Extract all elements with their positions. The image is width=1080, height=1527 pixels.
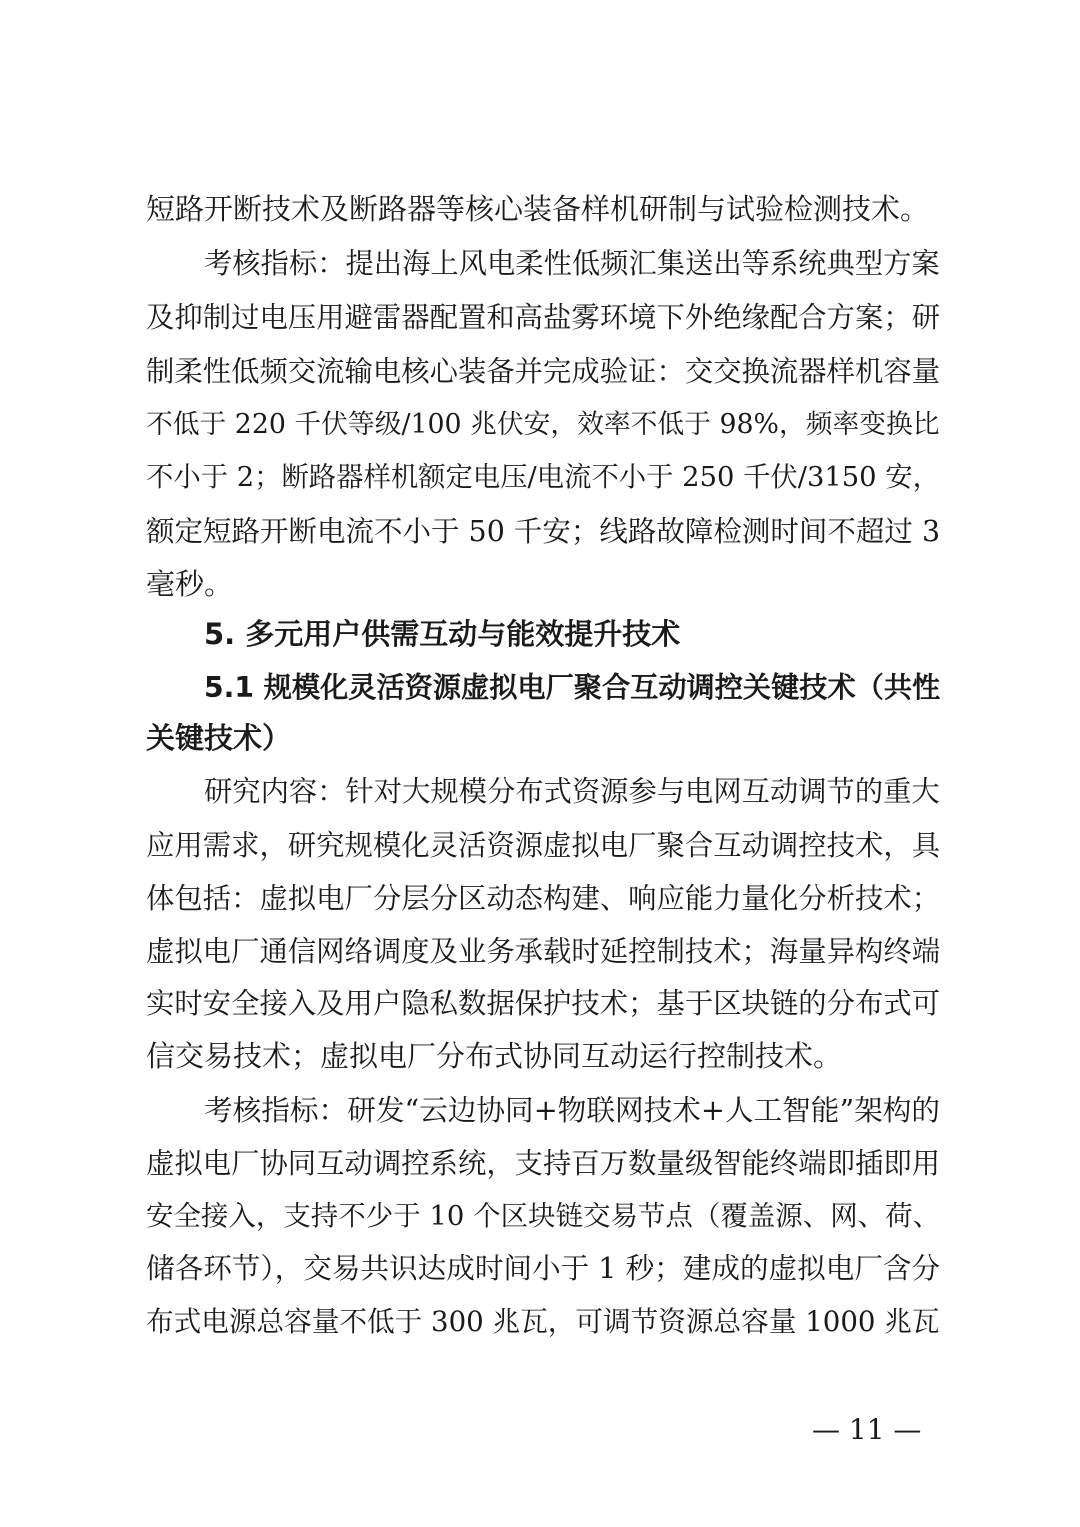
page-number: — 11 — [812, 1413, 922, 1446]
text-line-7: 额定短路开断电流不小于 50 千安；线路故障检测时间不超过 3 [146, 515, 941, 548]
text-line-13: 应用需求，研究规模化灵活资源虚拟电厂聚合互动调控技术，具 [146, 829, 941, 862]
subsection-heading-5-1-cont: 关键技术） [146, 721, 292, 755]
text-line-16: 实时安全接入及用户隐私数据保护技术；基于区块链的分布式可 [146, 987, 941, 1020]
text-line-20: 安全接入，支持不少于 10 个区块链交易节点（覆盖源、网、荷、 [146, 1200, 941, 1232]
text-line-21: 储各环节），交易共识达成时间小于 1 秒；建成的虚拟电厂含分 [146, 1251, 941, 1285]
section-heading-5: 5. 多元用户供需互动与能效提升技术 [204, 617, 681, 651]
text-line-5: 不低于 220 千伏等级/100 兆伏安，效率不低于 98%，频率变换比 [146, 409, 940, 440]
text-line-14: 体包括：虚拟电厂分层分区动态构建、响应能力量化分析技术； [146, 882, 941, 915]
text-line-2: 考核指标：提出海上风电柔性低频汇集送出等系统典型方案 [204, 247, 940, 280]
text-line-4: 制柔性低频交流输电核心装备并完成验证：交交换流器样机容量 [146, 355, 941, 388]
text-line-22: 布式电源总容量不低于 300 兆瓦，可调节资源总容量 1000 兆瓦 [146, 1305, 940, 1338]
text-line-18: 考核指标：研发“云边协同+物联网技术+人工智能”架构的 [204, 1093, 941, 1127]
text-line-1: 短路开断技术及断路器等核心装备样机研制与试验检测技术。 [146, 192, 930, 226]
text-line-6: 不小于 2；断路器样机额定电压/电流不小于 250 千伏/3150 安， [146, 462, 940, 493]
text-line-8: 毫秒。 [146, 567, 234, 601]
text-line-15: 虚拟电厂通信网络调度及业务承载时延控制技术；海量异构终端 [146, 935, 941, 968]
text-line-17: 信交易技术；虚拟电厂分布式协同互动运行控制技术。 [146, 1039, 843, 1073]
text-line-12: 研究内容：针对大规模分布式资源参与电网互动调节的重大 [204, 775, 940, 808]
text-line-3: 及抑制过电压用避雷器配置和高盐雾环境下外绝缘配合方案；研 [146, 301, 941, 334]
text-line-19: 虚拟电厂协同互动调控系统，支持百万数量级智能终端即插即用 [146, 1147, 941, 1180]
subsection-heading-5-1: 5.1 规模化灵活资源虚拟电厂聚合互动调控关键技术（共性 [204, 671, 941, 704]
